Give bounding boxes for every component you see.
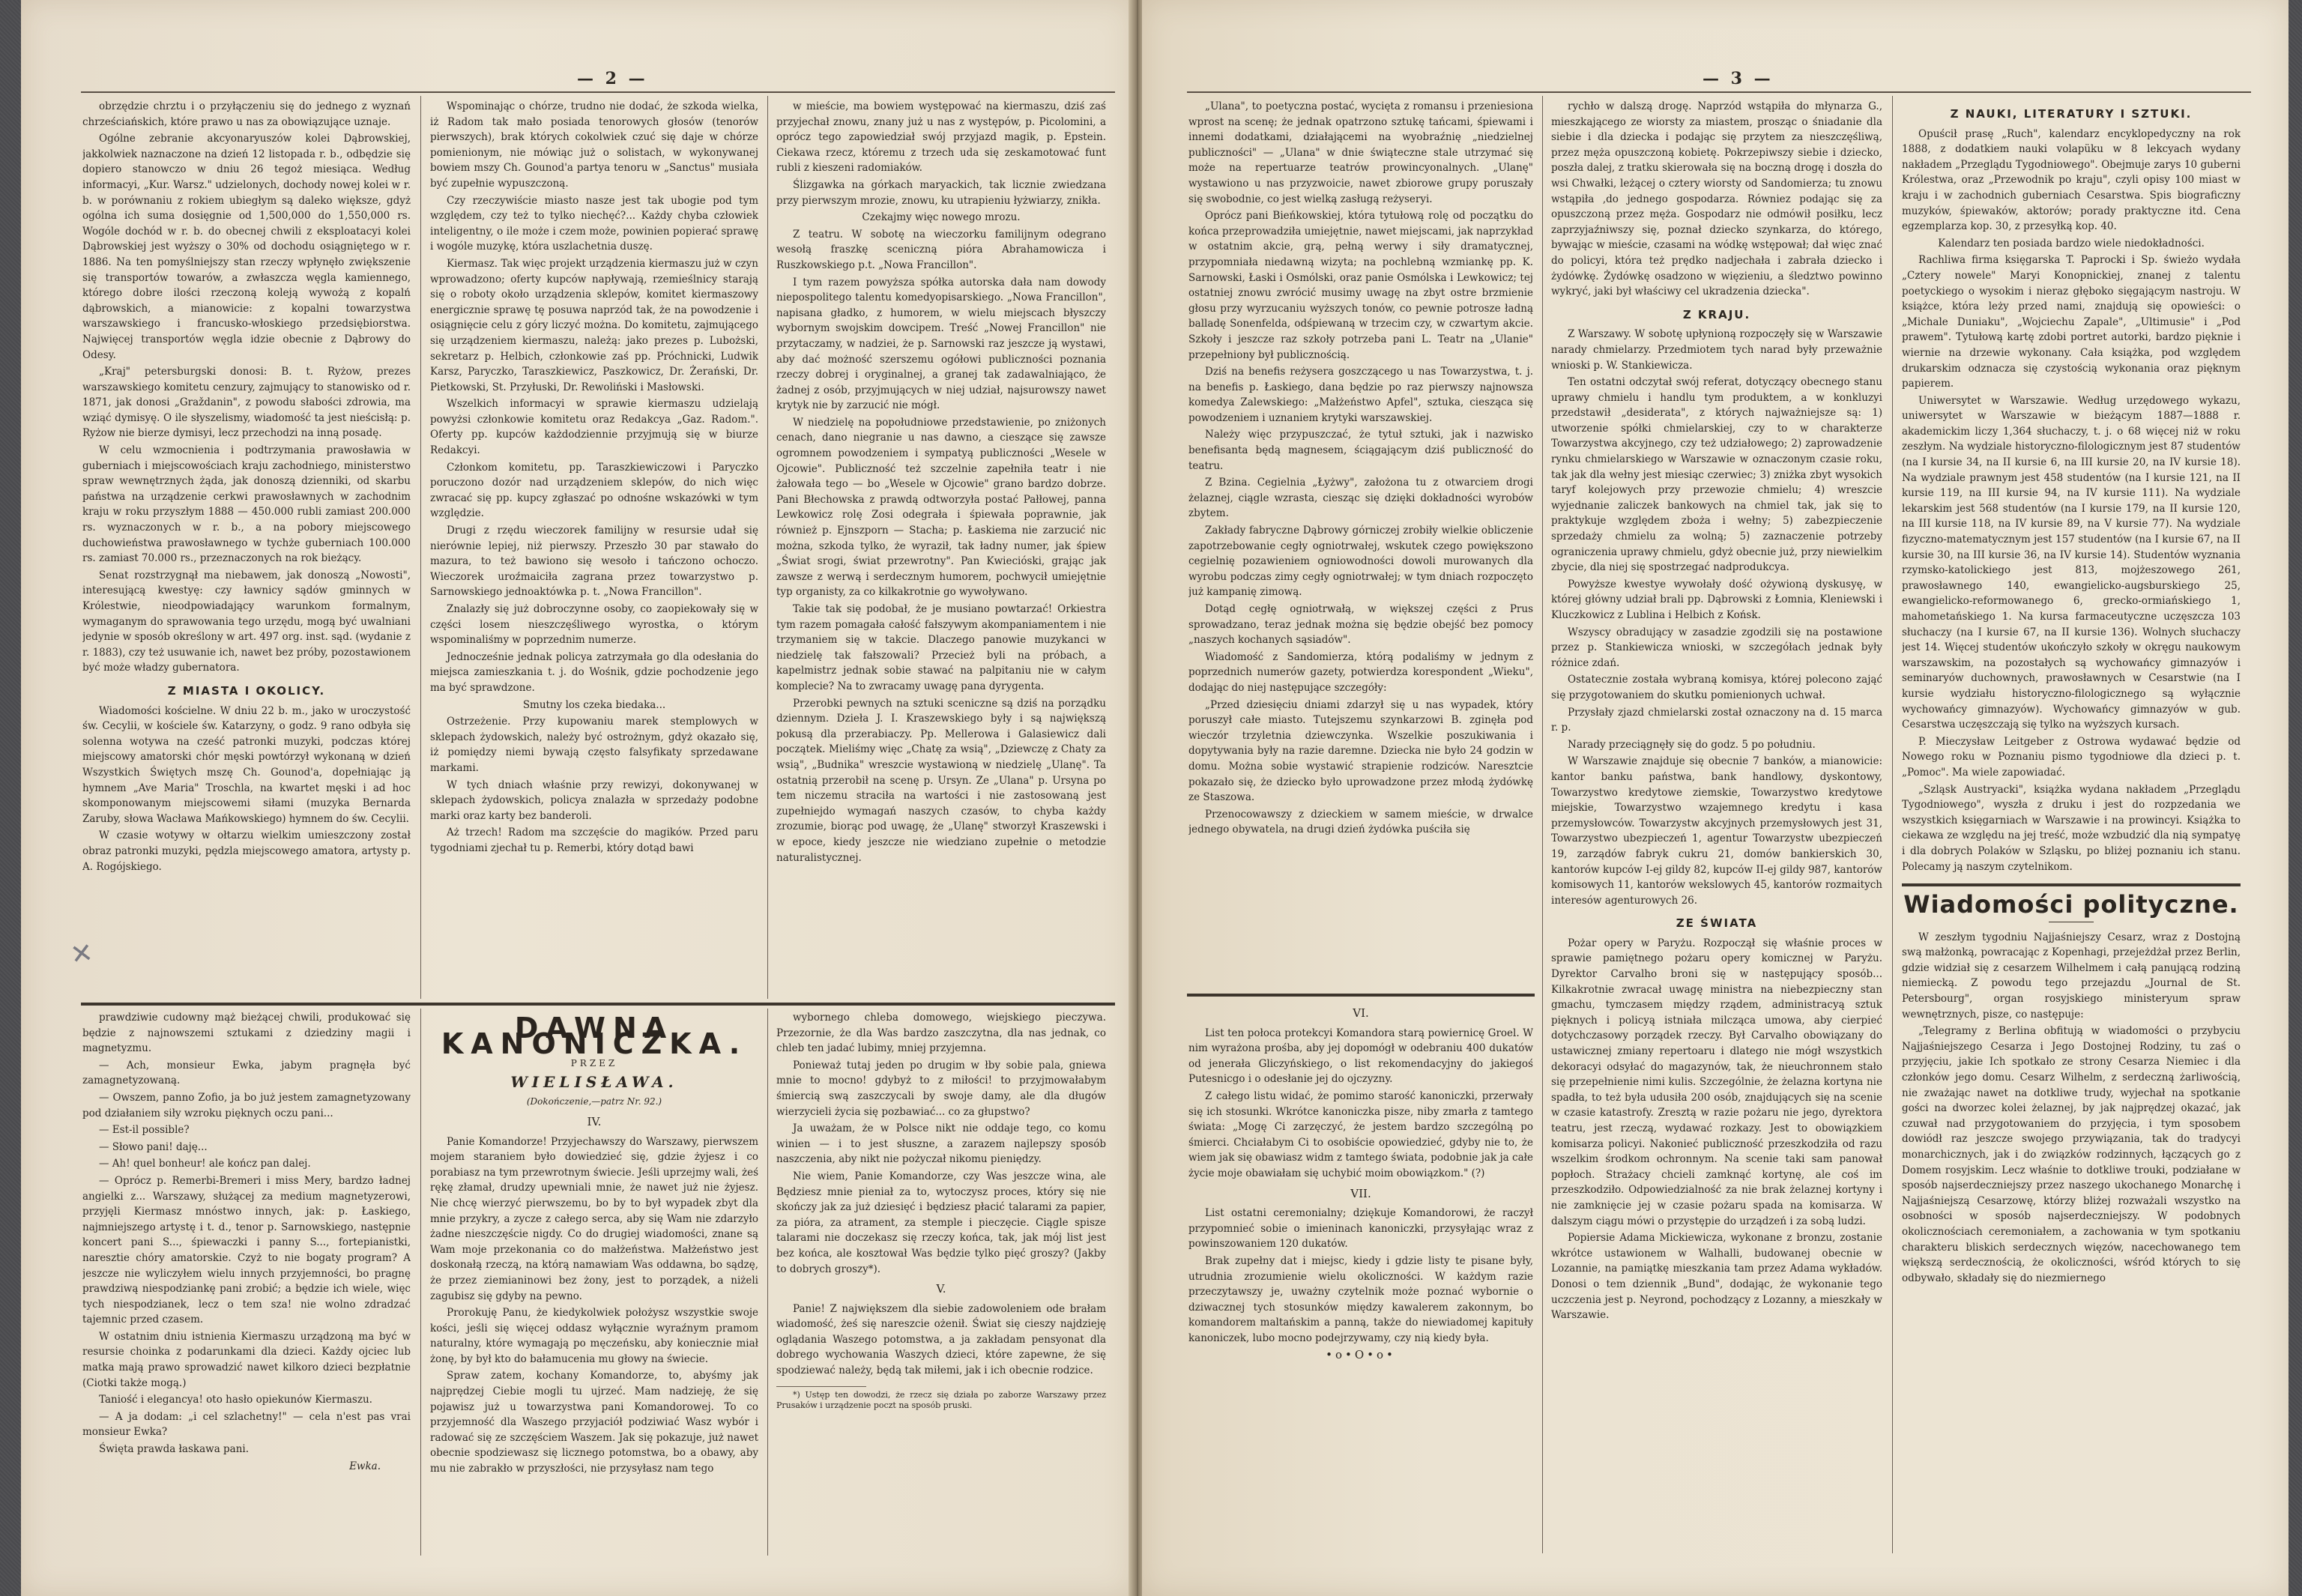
- feuilleton-paragraph: Z całego listu widać, że pomimo starość kanoniczki, przerwały się ich stosunki. Wkrótce kanoniczka pisze, niby zmarła z tamtego świata: „Mogę Ci zarzęczyć, że jestem bardzo szczególną po śmierci. Chciałabym Ci to osobiście opowiedzieć, gdyby nie to, że wiem jak się obawiasz widm z tamtego świata, podobnie jak ja całe życie moje obawiałam się uchybić moim obowiązkom." (?): [1188, 1089, 1533, 1179]
- article-paragraph: rychło w dalszą drogę. Naprzód wstąpiła do młynarza G., mieszkającego ze wiorsty za miastem, prosząc o śniadanie dla siebie i dla dziecka i podając się przytem za nieszczęśliwą, przez męża opuszczoną kobietę. Pokrzepiwszy siebie i dziecko, poszła dalej, z tratku skierowała się na boczną drogę i doszła do wsi Chwałki, leżącej o cztery wiorsty od Sandomierza; tu znowu wstąpiła ,do jednego gospodarza. Równiez podając się za opuszczoną przez męża. Gospodarz nie odmówił posiłku, lecz zaprzyjaźniwszy się, poznał dziecko szynkarza, do którego, bywając w mieście, czasami na wódkę wstępował; dał więc znać do policyi, która też prędko nadjechała i zabrała dziecko i żydówkę. Żydówkę osadzono w więzieniu, a śledztwo powinno wykryć, jaki był właściwy cel ukradzenia dziecka".: [1551, 100, 1882, 298]
- feuilleton-paragraph: Nie wiem, Panie Komandorze, czy Was jeszcze wina, ale Będziesz mnie pieniał za to, wytoczysz proces, który się nie skończy jak za już dziesięć i będziesz płacić talarami za papier, za pióra, za atrament, za stemple i pieczęcie. Ciągle spisze talarami nie doczekasz się rzeczy końca, tak, jak mój list jest bez końca, ale kosztował Was będzie tylko pięć groszy? (Jakby to dobrych groszy*).: [776, 1170, 1106, 1275]
- article-paragraph: Wszyscy obradujący w zasadzie zgodzili się na postawione przez p. Stankiewicza wnioski, w szczegółach jednak były różnice zdań.: [1551, 626, 1882, 669]
- article-paragraph: Przenocowawszy z dzieckiem w samem mieście, w drwalce jednego obywatela, na drugi dzień żydówka puściła się: [1188, 808, 1533, 836]
- article-paragraph: Dziś na benefis reżysera goszczącego u nas Towarzystwa, t. j. na benefis p. Łaskiego, dana będzie po raz pierwszy najnowsza komedya Zalewskiego: „Małżeństwo Apfel", sztuka, ciesząca się powodzeniem i uznaniem krytyki warszawskiej.: [1188, 366, 1533, 424]
- feuilleton-paragraph: prawdziwie cudowny mąż bieżącej chwili, produkować się będzie z najnowszemi sztukami z dziedziny magii i magnetyzmu.: [82, 1012, 411, 1055]
- section-heading: Z NAUKI, LITERATURY I SZTUKI.: [1950, 107, 2193, 121]
- article-paragraph: Z teatru. W sobotę na wieczorku familijnym odegrano wesołą fraszkę sceniczną pióra Abrahamowicza i Ruszkowskiego p.t. „Nowa Francillon".: [776, 228, 1106, 271]
- page-number-right: — 3 —: [1703, 69, 1774, 88]
- news-column-3: [776, 99, 1106, 995]
- chapter-number: V.: [936, 1282, 946, 1296]
- article-paragraph: Przerobki pewnych na sztuki sceniczne są dziś na porządku dziennym. Dzieła J. I. Kraszewskiego były i są największą pokusą dla przerabiaczy. Pp. Mellerowa i Galasiewicz dali początek. Mieliśmy więc „Chatę za wsią", „Dziewczę z Chaty za wsią", „Budnika" wreszcie wystawioną w niedzielę „Ulanę". Ta ostatnią przerobił na scenę p. Ursyn. Ze „Ulana" p. Ursyna po tem niczemu straciła na wartości i nie zastosowaną jest zupełniejdo wymagań naszych czasów, to chyba każdy zrozumie, biorąc pod uwagę, że „Ulanę" stworzył Kraszewski i w epoce, kiedy jeszcze nie wiedziano zupełnie o metodzie naturalistycznej.: [776, 697, 1106, 864]
- section-heading: Z KRAJU.: [1682, 307, 1751, 321]
- byline-label: PRZEZ: [570, 1058, 618, 1069]
- feuilleton-paragraph: List ten połoca protekcyi Komandora starą powiernicę Groel. W nim wyrażona prośba, aby jej dopomógł w odebraniu 400 dukatów od jenerała Gliczyńskiego, o list rekomendacyjny do jakiegoś Putesnicgo i o odesłanie jej do ojczyzny.: [1188, 1027, 1533, 1086]
- article-paragraph: Zakłady fabryczne Dąbrowy górniczej zrobiły wielkie obliczenie zapotrzebowanie cegły ogniotrwałej, wskutek czego powiększono cegielnię pozawieniem ogniowodności dowoli murowanych dla wyrobu podczas zimy cegły ogniotrwałej; w tym dniach rozpoczęto już kampanię zimową.: [1188, 525, 1533, 599]
- continuation-note: (Dokończenie,—patrz Nr. 92.): [526, 1096, 662, 1107]
- article-paragraph: Ślizgawka na górkach maryackich, tak licznie zwiedzana przy pierwszym mrozie, znowu, ku utrapieniu łyżwiarzy, znikła.: [776, 178, 1106, 207]
- article-paragraph: Czekajmy więc nowego mrozu.: [862, 211, 1021, 224]
- article-paragraph: Kiermasz. Tak więc projekt urządzenia kiermaszu już w czyn wprowadzono; oferty kupców napływają, rzemieślnicy starają się o roboty około urządzenia sklepów, komitet kiermaszowy energicznie sprawę tę posuwa naprzód tak, że na powodzenie i osiągnięcie celu z góry liczyć można. Do komitetu, zajmującego się urządzeniem kiermaszu, należą: jako prezes p. Lubożski, sekretarz p. Helbich, członkowie zaś pp. Próchnicki, Ludwik Karsz, Paryczko, Taraszkiewicz, Paszkowicz, Dr. Żerański, Dr. Pietkowski, St. Przyłuski, Dr. Rewoliński i Masłowski.: [430, 257, 758, 393]
- section-heading: Z MIASTA I OKOLICY.: [167, 683, 326, 698]
- article-paragraph: Ostatecznie została wybraną komisya, której polecono zająć się przygotowaniem do skutku pomienionych uchwał.: [1551, 674, 1882, 701]
- header-rule-right: [1187, 91, 2251, 93]
- article-paragraph: I tym razem powyższa spółka autorska dała nam dowody niepospolitego talentu komedyopisarskiego. „Nowa Francillon", napisana gładko, z humorem, w wielu miejscach błyszczy wybornym swojskim dowcipem. Treść „Nowej Francillon" nie przytaczamy, w nadziei, że p. Sarnowski raz jeszcze ją wystawi, aby dać możność szerszemu ogółowi publiczności poznania rzeczy dobrej i oryginalnej, a granej tak zadawalniająco, że żadnej z osób, przyjmujących w niej udział, najsurowszy nawet krytyk nie by zarzucić nie mógł.: [776, 276, 1106, 412]
- chapter-number: VII.: [1350, 1186, 1371, 1200]
- article-paragraph: Czy rzeczywiście miasto nasze jest tak ubogie pod tym względem, czy też to tylko niechęć?... Każdy chyba człowiek inteligentny, o ile może i czem może, powinien popierać sprawę i wogóle muzykę, która uszlachetnia duszę.: [430, 194, 758, 253]
- article-paragraph: obrzędzie chrztu i o przyłączeniu się do jednego z wyznań chrześciańskich, które prawo u nas za obowiązujące uznaje.: [82, 100, 411, 128]
- feuilleton-column-1: [82, 1010, 411, 1557]
- feuilleton-paragraph: List ostatni ceremonialny; dziękuje Komandorowi, że raczył przypomnieć sobie o imieninach kanoniczki, przysyłając wraz z powinszowaniem 120 dukatów.: [1188, 1207, 1533, 1251]
- feuilleton-rule: [81, 1003, 1115, 1006]
- column-divider: [767, 1009, 768, 1556]
- article-paragraph: Z Warszawy. W sobotę upłynioną rozpoczęły się w Warszawie narady chmielarzy. Przedmiotem tych narad były przeważnie wnioski p. W. Stankiewicza.: [1551, 328, 1882, 372]
- feuilleton-paragraph: Święta prawda łaskawa pani.: [99, 1443, 250, 1456]
- feuilleton-paragraph: Ponieważ tutaj jeden po drugim w łby sobie pala, gniewa mnie to mocno! gdybyż to z miłości! to przyjmowałabym śmiercią swą zaszczycali by swoje damy, ale dla długów wierzycieli życia się pozbawiać... co za głupstwo?: [776, 1059, 1106, 1118]
- article-paragraph: „Szląsk Austryacki", książka wydana nakładem „Przeglądu Tygodniowego", wyszła z druku i jest do rozpzedania we wszystkich księgarniach w Warszawie i na prowincyi. Książka to ciekawa ze względu na jej treść, może wzbudzić dla nią sympatyę i dla dobrych Polaków w Szląsku, po bliżej poznaniu ich stanu. Polecamy ją naszym czytelnikom.: [1902, 783, 2241, 873]
- feuilleton-paragraph: — Owszem, panno Zofio, ja bo już jestem zamagnetyzowany pod działaniem siły wzroku pięknych oczu pani...: [82, 1091, 411, 1119]
- feuilleton-rule: [1187, 994, 1535, 997]
- article-paragraph: Aż trzech! Radom ma szczęście do magików. Przed paru tygodniami zjechał tu p. Remerbi, który dotąd bawi: [430, 826, 758, 854]
- feuilleton-paragraph: Taniość i elegancya! oto hasło opiekunów Kiermaszu.: [99, 1394, 372, 1406]
- column-divider: [767, 96, 768, 999]
- politics-title: Wiadomości polityczne.: [1903, 890, 2239, 919]
- article-paragraph: Opuścił prasę „Ruch", kalendarz encyklopedyczny na rok 1888, z dodatkiem nauki volapüku w 8 lekcyach wydany nakładem „Przeglądu Tygodniowego". Obejmuje zarys 10 guberni Królestwa, oraz „Przewodnik po kraju", czyli opisy 100 miast w kraju i w zachodnich guberniach Cesarstwa. Spis biograficzny muzyków, śpiewaków, aktorów; porady praktyczne itd. Cena egzemplarza kop. 30, z przesyłką kop. 40.: [1902, 127, 2241, 233]
- article-paragraph: Senat rozstrzygnął ma niebawem, jak donoszą „Nowosti", interesującą kwestyę: czy ławnicy sądów gminnych w Królestwie, nieodpowiadający warunkom formalnym, wymaganym do sprawowania tego urzędu, mogą być uwalniani jedynie w sposób określony w art. 497 org. inst. sąd. (wydanie z r. 1883), czy też usuwanie ich, nawet bez próby, pozostawionem być może władzy gubernatora.: [82, 569, 411, 674]
- column-divider: [1542, 96, 1543, 1553]
- feuilleton-paragraph: Prorokuję Panu, że kiedykolwiek położysz wszystkie swoje kości, jeśli się więcej oddasz wyłącznie wyraźnym pramom naturalny, które wymagają po męczeńsku, aby koniecznie miał żonę, by był kto do bałamucenia mu głowy na świecie.: [430, 1307, 758, 1365]
- signature: Ewka.: [349, 1460, 381, 1472]
- article-paragraph: Dotąd cegłę ogniotrwałą, w większej części z Prus sprowadzano, teraz jednak można się będzie obejść bez pomocy „naszych kochanych sąsiadów".: [1188, 603, 1533, 647]
- article-paragraph: Powyższe kwestye wywołały dość ożywioną dyskusyę, w której główny udział brali pp. Dąbrowski z Łomnia, Kleniewski i Kluczkowicz z Lublina i Helbich z Końsk.: [1551, 578, 1882, 621]
- feuilleton-paragraph: Panie! Z największem dla siebie zadowoleniem ode brałam wiadomość, żeś się nareszcie ożenił. Świat się cieszy najdzieję oglądania Waszego potomstwa, a ja zakładam pensyonat dla dobrego wychowania Waszych dzieci, które zapewne, że się spodziewać należy, będą tak miłemi, jak i ich obecnie rodzice.: [776, 1302, 1106, 1377]
- end-ornament: •o•O•o•: [1326, 1348, 1396, 1362]
- footnote-rule: [776, 1386, 866, 1387]
- article-paragraph: Smutny los czeka biedaka...: [522, 698, 666, 711]
- feuilleton-column-3: [776, 1010, 1106, 1557]
- article-paragraph: Znalazły się już dobroczynne osoby, co zaopiekowały się w części losem nieszczęśliwego wyrostka, o którym wspominaliśmy w poprzednim numerze.: [430, 603, 758, 647]
- page-number-left: — 2 —: [577, 69, 648, 88]
- article-paragraph: Narady przeciągnęły się do godz. 5 po południu.: [1568, 738, 1816, 751]
- section-heading: ZE ŚWIATA: [1676, 916, 1758, 931]
- feuilleton-paragraph: — Ah! quel bonheur! ale kończ pan dalej.: [99, 1158, 311, 1170]
- header-rule-left: [81, 91, 1115, 93]
- feuilleton-column-4: [1188, 1001, 1533, 1556]
- feuilleton-paragraph: — A ja dodam: „i cel szlachetny!" — cela n'est pas vrai monsieur Ewka?: [82, 1410, 411, 1439]
- article-paragraph: Popiersie Adama Mickiewicza, wykonane z bronzu, zostanie wkrótce ustawionem w Walhalli, budowanej obecnie w Lozannie, na pamiątkę mieszkania tam przez Adama wykładów. Donosi o tem dziennik „Bund", dodając, że wykonanie tego uczczenia jest p. Neyrond, pochodzący z Lozanny, a mieszkały w Warszawie.: [1551, 1232, 1882, 1322]
- author-name: WIELISŁAWA.: [510, 1072, 678, 1091]
- article-paragraph: Jednocześnie jednak policya zatrzymała go dla odesłania do miejsca zamieszkania t. j. do Wośnik, gdzie pochodzenie jego ma być sprawdzone.: [430, 650, 758, 694]
- article-paragraph: Kalendarz ten posiada bardzo wiele niedokładności.: [1938, 237, 2205, 250]
- feuilleton-paragraph: Panie Komandorze! Przyjechawszy do Warszawy, pierwszem mojem staraniem było dowiedzieć się, gdzie żyjesz i co porabiasz na tym przewrotnym świecie. Jeśli uprzejmy wali, żeś rękę złamał, drudzy upewniali mnie, że nawet już nie żyjesz. Nie chcę wierzyć pierwszemu, bo by to był wypadek zbyt dla mnie przykry, a zycze z całego serca, aby się Wam nie zdarzyło żadne nieszczęście nigdy. Co do drugiej wiadomości, znane są Wam moje przekonania co do małżeństwa. Małżeństwo jest doskonałą rzeczą, na którą namawiam Was oddawna, bo sądzę, że przez ziemianinowi bez żony, jest to porządek, a niżeli zagubisz się gdyby na pewno.: [430, 1135, 758, 1302]
- article-paragraph: „Telegramy z Berlina obfitują w wiadomości o przybyciu Najjaśniejszego Cesarza i Jego Dostojnej Rodziny, tu zaś o przyjęciu, jakie Ich spotkało ze strony Cesarza Niemiec i dla członków jego domu. Cesarz Wilhelm, z serdeczną żarliwością, nie zważając nawet na dotkliwe trudy, wyjechał na spotkanie gości na dworzec kolei żelaznej, by jak najprędzej okazać, jak czuwał nad przygotowaniem do przyjęcia, i tym sposobem dowiódł raz jeszcze swojego przywiązania, tak do tradycyi monarchicznych, jak i do związków rodzinnych, łączących go z Domem rosyjskim. Lecz właśnie to dotkliwe trouki, podziałane w sposób najserdeczniejszy przez naszego ukochanego Monarchę i Najjaśniejszą Cesarzowę, którzy bliżej rozważali wszystko na osobności w sposób najserdeczniejszy. W podobnych okolicznościach ceremoniałem, a zachowania w tym spotkaniu charakteru bliskich serdecznych więzów, nacechowanego tem większą serdecznością, że okoliczności, wśród których to się odbywało, składały się do niezmiernego: [1902, 1025, 2241, 1284]
- chapter-number: IV.: [587, 1114, 602, 1128]
- article-paragraph: Z Bzina. Cegielnia „Łyżwy", założona tu z otwarciem drogi żelaznej, ciągle wzrasta, ciesząc się dzięki dokładności wyrobów zbytem.: [1188, 477, 1533, 520]
- article-paragraph: Należy więc przypuszczać, że tytuł sztuki, jak i nazwisko benefisanta będą magnesem, ściągającym dziś publiczność do teatru.: [1188, 429, 1533, 472]
- feuilleton-paragraph: wybornego chleba domowego, wiejskiego pieczywa. Przezornie, że dla Was bardzo zaszczytna, dla nas jednak, co chleb ten jadać lubimy, mniej przyjemna.: [776, 1012, 1106, 1055]
- article-paragraph: Wspominając o chórze, trudno nie dodać, że szkoda wielka, iż Radom tak mało posiada tenorowych głosów (tenorów pierwszych), brak których cokolwiek czuć się daje w chórze pomienionym, nie mówiąc już o solistach, w wykonywanej bowiem mszy Ch. Gounod'a partya tenoru w „Sanctus" musiała być zupełnie wypuszczoną.: [430, 100, 758, 190]
- article-paragraph: Ostrzeżenie. Przy kupowaniu marek stemplowych w sklepach żydowskich, należy być ostrożnym, gdyż okazało się, iż pomiędzy niemi bywają często falsyfikaty sprzedawane markami.: [430, 716, 758, 774]
- news-column-6: [1902, 99, 2241, 1556]
- article-paragraph: Przysłały zjazd chmielarski został oznaczony na d. 15 marca r. p.: [1551, 706, 1882, 734]
- article-paragraph: P. Mieczysław Leitgeber z Ostrowa wydawać będzie od Nowego roku w Poznaniu pismo tygodniowe dla dzieci p. t. „Pomoc". Ma wiele zapowiadać.: [1902, 735, 2241, 779]
- article-paragraph: „Ulana", to poetyczna postać, wycięta z romansu i przeniesiona wprost na scenę; że jednak opatrzono sztukę tańcami, śpiewami i innemi dodatkami, działającemi na wyobraźnię „niedzielnej publiczności" — „Ulana" w dnie świąteczne stale utrzymać się może na repertuarze teatrów prowincyonalnych. „Ulanę" wystawiono u nas przyzwoicie, nawet zbiorowe grupy poruszały się swobodnie, co jest wielką zasługą reżyseryi.: [1188, 100, 1533, 205]
- news-column-1: [82, 99, 411, 995]
- article-paragraph: Takie tak się podobał, że je musiano powtarzać! Orkiestra tym razem pomagała całość fałszywym akompaniamentem i nie trzymaniem się w takcie. Dlaczego panowie muzykanci w niedzielę tak fałszowali? Przecież byli na próbach, a kapelmistrz jednak sobie stawać na palpitaniu nie w całym komplecie? Na to zwracamy uwagę pana dyrygenta.: [776, 603, 1106, 692]
- article-paragraph: W czasie wotywy w ołtarzu wielkim umieszczony został obraz patronki muzyki, pędzla miejscowego amatora, artysty p. A. Rogójskiego.: [82, 829, 411, 873]
- left-page: [21, 0, 1133, 1596]
- feuilleton-title: DAWNA KANONICZKA.: [441, 1012, 748, 1060]
- article-paragraph: W tych dniach właśnie przy rewizyi, dokonywanej w sklepach żydowskich, policya znalazła w sprzedaży podobne marki oraz karty bez banderoli.: [430, 779, 758, 822]
- feuilleton-paragraph: Spraw zatem, kochany Komandorze, to, abyśmy jak najprędzej Ciebie mogli tu ujrzeć. Mam nadzieję, że się pojawisz już u towarzystwa pani Komandorowej. To co przyjemność dla Waszego przyjaciół podziwiać Wasz wybór i radować się ze szczęściem Waszem. Jak się pokazuje, już nawet obecnie spodziewasz się licznego potomstwa, bo a obawy, aby mu nie zabrakło w przyszłości, nie przysyłasz nam tego: [430, 1370, 758, 1475]
- feuilleton-paragraph: — Słowo pani! daję...: [99, 1140, 208, 1153]
- column-divider: [1892, 96, 1893, 1553]
- article-paragraph: W Warszawie znajduje się obecnie 7 banków, a mianowicie: kantor banku państwa, bank handlowy, dyskontowy, Towarzystwo kredytowe ziemskie, Towarzystwo kredytowe miejskie, Towarzystwo wzajemnego kredytu i kasa przemysłowców. Towarzystw akcyjnych przemysłowych jest 31, Towarzystwo ubezpieczeń 1, agentur Towarzystw ubezpieczeń 19, zarządów fabryk cukru 21, domów bankierskich 30, kantorów kupców I-ej gildy 82, kupców II-ej gildy 987, kantorów komisowych 11, kantorów wekslowych 45, kantorów rozmaitych interesów agenturowych 26.: [1551, 755, 1882, 907]
- column-divider: [420, 96, 421, 999]
- feuilleton-paragraph: Ja uważam, że w Polsce nikt nie oddaje tego, co komu winien — i to jest słuszne, a zarazem najlepszy sposób naszczenia, aby nikt nie pożyczał nikomu pieniędzy.: [776, 1122, 1106, 1166]
- feuilleton-paragraph: — Ach, monsieur Ewka, jabym pragnęła być zamagnetyzowaną.: [82, 1059, 411, 1087]
- column-divider: [420, 1009, 421, 1556]
- article-paragraph: W zeszłym tygodniu Najjaśniejszy Cesarz, wraz z Dostojną swą małżonką, powracając z Kopenhagi, przejeżdżał przez Berlin, gdzie widział się z cesarzem Wilhelmem i całą panującą rodziną niemiecką. Z powodu tego przejazdu „Journal de St. Petersbourg", organ rosyjskiego ministeryum spraw wewnętrznych, pisze, co następuje:: [1902, 931, 2241, 1021]
- article-paragraph: Uniwersytet w Warszawie. Według urzędowego wykazu, uniwersytet w Warszawie w bieżącym 1887—1888 r. akademickim liczy 1,364 słuchaczy, t. j. o 68 więcej niż w roku zeszłym. Na wydziale historyczno-filologicznym jest 87 studentów (na I kursie 34, na II kursie 6, na III kursie 20, na IV kursie 18). Na wydziale prawnym jest 458 studentów (na I kursie 121, na II kursie 119, na III kursie 94, na IV kursie 111). Na wydziale lekarskim jest 568 studentów (na I kursie 179, na II kursie 120, na III kursie 118, na IV kursie 89, na V kursie 77). Na wydziale fizyczno-matematycznym jest 157 studentów (na I kursie 67, na II kursie 30, na III kursie 36, na IV kursie 14). Studentów wyznania rzymsko-katolickiego jest 813, mojżeszowego 261, prawosławnego 140, ewangielicko-augsburskiego 25, ewangielicko-reformowanego 6, grecko-ormiańskiego 1, mahometańskiego 1. Na kursa farmaceutyczne uczęszcza 103 słuchaczy (na I kursie 67, na II kursie 136). Wolnych słuchaczy jest 14. Więcej studentów ukończyło szkoły w okręgu naukowym warszawskim, na pozostałych są wychowańcy gimnazyów i seminaryów duchownych, prawosławnych w Cesarstwie (na I kursie wydziału historyczno-filologicznego są wyłącznie wychowańcy gimnazyów). Wychowańcy gimnazyów w gub. Cesarstwa uczęszczają się tylko na wyższych kursach.: [1902, 394, 2241, 731]
- article-paragraph: Pożar opery w Paryżu. Rozpoczął się właśnie proces w sprawie pamiętnego pożaru opery komicznej w Paryżu. Dyrektor Carvalho broni się w następujący sposób... Kilkakrotnie zwracał uwagę ministra na niebezpieczny stan gmachu, tymczasem między rządem, administracyą sztuk pięknych i policyą istniała milcząca umowa, aby cierpieć dotychczasowy porządek rzeczy. Był Carvalho obowiązany do ustawicznej zmiany repertoaru i dlatego nie mógł wszystkich dekoracyi odsyłać do magazynów, tak, że nieuchronnem stało się przepełnienie nimi kulis. Szczególnie, że żelazna kortyna nie spadła, to też była udusiła 200 osób, znajdujących się na scenie w czasie katastrofy. Zresztą w razie pożaru nie jego, dyrektora teatru, jest rzeczą, wydawać rozkazy. Jest to obowiązkiem komisarza policyi. Nakonieć publiczność przeszkodziła od razu wszelkim środkom ochronnym. Na scenie taki sam panował popłoch. Strażacy chcieli zamknąć kortynę, ale coś im przeszkodziło. Odpowiedzialność za nie brak żelaznej kortyny i nie zamknięcie jej w czasie pożaru spada na komisarza. W dalszym ciągu mówi o przystępie do urządzeń i za sobą ludzi.: [1551, 937, 1882, 1227]
- footnote: *) Ustęp ten dowodzi, że rzecz się działa po zaborze Warszawy przez Prusaków i urządzenie poczt na sposób pruski.: [776, 1389, 1106, 1410]
- section-rule: [1902, 883, 2241, 886]
- article-paragraph: „Przed dziesięciu dniami zdarzył się u nas wypadek, który poruszył całe miasto. Tutejszemu szynkarzowi B. zginęła pod wieczór trzyletnia dziewczynka. Wszelkie poszukiwania i dopytywania były na razie daremne. Dziecka nie było 24 godzin w domu. Można sobie wystawić strapienie rodziców. Naresztcie pokazało się, że dziecko było uprowadzone przez młodą żydówkę ze Staszowa.: [1188, 698, 1533, 804]
- feuilleton-paragraph: — Oprócz p. Remerbi-Bremeri i miss Mery, bardzo ładnej angielki z... Warszawy, służącej za medium magnetyzerowi, przyjęli Kiermasz mnóstwo innych, jak: p. Łaskiego, najmniejszego artystę i t. d., tenor p. Sarnowskiego, następnie koncert pani S..., śpiewaczki i panny S..., fortepianistki, naresztie chóry amatorskie. Czyż to nie bogaty program? A jeszcze nie wyliczyłem wielu innych przyjemności, bo pragnę prawdziwą niespodziankę pani zrobić; a będzie ich wiele, więc tych niespodzianek, lecz o tem sza! nie wolno zdradzać tajemnic przed czasem.: [82, 1174, 411, 1326]
- article-paragraph: Wszelkich informacyi w sprawie kiermaszu udzielają powyżsi członkowie komitetu oraz Redakcya „Gaz. Radom.". Oferty pp. kupców każdodziennie przyjmują się w biurze Redakcyi.: [430, 398, 758, 457]
- feuilleton-paragraph: Brak zupełny dat i miejsc, kiedy i gdzie listy te pisane były, utrudnia zrozumienie wielu okoliczności. W każdym razie przeczytawszy je, uważny czytelnik może poznać wybornie o dziwacznej tych stosunków między kawalerem zakonnym, bo komandorem maltańskim a panną, także do niewiadomej kapituły kanoniczek, lubo mocno podejrzywamy, czy nią kiedy była.: [1188, 1254, 1533, 1344]
- article-paragraph: w mieście, ma bowiem występować na kiermaszu, dziś zaś przyjechał znowu, znany już u nas z występów, p. Picolomini, a oprócz tego zapowiedział swój przyjazd magik, p. Epstein. Ciekawa rzecz, któremu z trzech uda się zeskamotować funt rubli z kieszeni radomiaków.: [776, 100, 1106, 175]
- article-paragraph: Ogólne zebranie akcyonaryuszów kolei Dąbrowskiej, jakkolwiek naznaczone na dzień 12 listopada r. b., odbędzie się dopiero stanowczo w dniu 26 tegoż miesiąca. Według informacyi, „Kur. Warsz." udzielonych, dochody nowej kolei w r. b. w porównaniu z rokiem ubiegłym są daleko większe, gdyż ogólna ich suma dosięgnie od 1,500,000 do 1,550,000 rs. Wogóle dochód w r. b. do obecnej chwili z eksploatacyi kolei Dąbrowskiej jest wyższy o 30% od dochodu osiągniętego w r. 1886. Na ten pomyślniejszy stan rzeczy wpłynęło zwiększenie się transportów towarów, a zwłaszcza węgla kamiennego, którego dobre ilości rzeczoną koleją wywożą z kopalń dąbrowskich, a mianowicie: z kopalni towarzystwa warszawskiego i francusko-włoskiego przedsiębiorstwa. Najwięcej transportów węgla idzie obecnie z Dąbrowy do Odesy.: [82, 133, 411, 361]
- article-paragraph: W celu wzmocnienia i podtrzymania prawosławia w guberniach i miejscowościach kraju zachodniego, ministerstwo spraw wewnętrznych żąda, jak donoszą dzienniki, od skarbu państwa na urządzenie cerkwi prawosławnych w zachodnim kraju w roku przyszłym 1888 — 450.000 rubli zamiast 200.000 rs. wyznaczonych w r. b., a na pobory miejscowego duchowieństwa prawosławnego w tychże guberniach 100.000 rs. zamiast 70.000 rs., przeznaczonych na rok bieżący.: [82, 444, 411, 565]
- article-paragraph: Członkom komitetu, pp. Taraszkiewiczowi i Paryczko poruczono dozór nad urządzeniem sklepów, do nich więc zwracać się pp. kupcy zgłaszać po odnośne wskazówki w tym względzie.: [430, 461, 758, 520]
- right-page: [1142, 0, 2289, 1596]
- feuilleton-paragraph: — Est-il possible?: [99, 1124, 190, 1137]
- news-column-2: [430, 99, 758, 995]
- chapter-number: VI.: [1353, 1006, 1369, 1020]
- article-paragraph: Drugi z rzędu wieczorek familijny w resursie udał się nierównie lepiej, niż pierwszy. Przeszło 30 par stawało do mazura, to też bawiono się wesoło i tańczono ochoczo. Wieczorek uroźmaiciła zagrana przez towarzystwo p. Sarnowskiego jednoaktówka p. t. „Nowa Francillon".: [430, 525, 758, 599]
- news-column-4: [1188, 99, 1533, 991]
- feuilleton-column-2: [430, 1010, 758, 1557]
- pencil-cross-mark: ✕: [68, 937, 95, 971]
- article-paragraph: Rachliwa firma księgarska T. Paprocki i Sp. świeżo wydała „Cztery nowele" Maryi Konopnickiej, znanej z talentu poetyckiego o wysokim i nieraz głęboko sięgającym nastroju. W książce, która leży przed nami, znajdują się opowieści: o „Michale Duniaku", „Wojciechu Zapale", „Ultimusie" i „Pod prawem". Tytułową kartę zdobi portret autorki, bardzo pięknie i wiernie na drzewie wykonany. Cała książka, pod względem drukarskim odznacza się czystością wykonania oraz pięknym papierem.: [1902, 254, 2241, 390]
- article-paragraph: Wiadomości kościelne. W dniu 22 b. m., jako w uroczystość św. Cecylii, w kościele św. Katarzyny, o godz. 9 rano odbyła się solenna wotywa na cześć patronki muzyki, podczas której miejscowy amatorski chór męski powtórzył wykonaną w dzień Wszystkich Świętych mszę Ch. Gounod'a, dopełniając ją hymnem „Ave Maria" Troschla, na kwartet męski i ad hoc skomponowanym miejscowemi siłami (muzyka Bernarda Zaruby, słowa Wacława Mańkowskiego) hymnem do św. Cecylii.: [82, 704, 411, 825]
- feuilleton-paragraph: W ostatnim dniu istnienia Kiermaszu urządzoną ma być w resursie choinka z podarunkami dla dzieci. Każdy ojciec lub matka mają prawo sprowadzić nawet kilkoro dzieci bezpłatnie (Ciotki także mogą.): [82, 1330, 411, 1389]
- article-paragraph: Ten ostatni odczytał swój referat, dotyczący obecnego stanu uprawy chmielu i handlu tym produktem, a w konkluzyi przedstawił „desiderata", z których najważniejsze są: 1) utworzenie spółki chmielarskiej, czy to w charakterze Towarzystwa akcyjnego, czy też udziałowego; 2) zaprowadzenie rynku chmielarskiego w Warszawie w oznaczonym czasie roku, tak jak dla wełny jest miesiąc czerwiec; 3) zniżka zbyt wysokich taryf kolejowych przy przewozie chmielu; 4) wreszcie wyjednanie zaliczek bankowych na chmiel tak, jak się to praktykuje względem zboża i wełny; 5) zabezpieczenie sprzedaży chmielu za wolną; 5) zaznaczenie potrzeby ograniczenia uprawy chmielu, gdyż obecnie już, przy niewielkim zbycie, dla niej się spostrzegać nadprodukcya.: [1551, 376, 1882, 574]
- article-paragraph: Wiadomość z Sandomierza, którą podaliśmy w jednym z poprzednich numerów gazety, potwierdza korespondent „Wieku", dodając do niej następujące szczegóły:: [1188, 650, 1533, 694]
- article-paragraph: W niedzielę na popołudniowe przedstawienie, po zniżonych cenach, dano niegranie u nas dawno, a cieszące się zawsze ogromnem powodzeniem i sympatyą publiczności „Wesele w Ojcowie". Publiczność też szczelnie zapełniła teatr i nie żałowała tego — bo „Wesele w Ojcowie" grano bardzo dobrze. Pani Błechowska z prawdą odtworzyła postać Pałłowej, panna Lewkowicz rolę Zosi odegrała i śpiewała poprawnie, jak również p. Ejnszporn — Stacha; p. Łaskiema nie zarzucić nic można, szkoda tylko, że wyraził, tak ładny numer, jak śpiew „Świat srogi, świat przewrotny". Pan Kwiecióski, grając jak zawsze z werwą i serdecznym humorem, pochwycił umiejętnie typ organisty, za co kilkakrotnie go wywoływano.: [776, 416, 1106, 599]
- news-column-5: [1551, 99, 1882, 1556]
- article-paragraph: „Kraj" petersburgski donosi: B. t. Ryżow, prezes warszawskiego komitetu cenzury, zajmujący to stanowisko od r. 1871, jak donosi „Graždanin", z powodu słabości zdrowia, ma wziąć dymisyę. O ile słyszelismy, wiadomość ta jest nieścisłą: p. Ryżow nie bierze dymisyi, lecz przechodzi na inną posadę.: [82, 366, 411, 440]
- article-paragraph: Oprócz pani Bieńkowskiej, która tytułową rolę od początku do końca przeprowadziła umiejętnie, nawet miejscami, jak naprzykład w ostatnim akcie, grą, pełną werwy i siły dramatycznej, przypomniała niedawną wizyta; na pochlebną wzmiankę pp. K. Sarnowski, Łaski i Osmólski, oraz panie Osmólska i Lewkowicz; tej ostatniej znowu zwrócić musimy uwagę na zbyt ostre brzmienie głosu przy wyrzucaniu wyższych tonów, co pewnie potrosze ładną balladę Sonenfelda, odśpiewaną w trzecim czy, w czwartym akcie. Szkoły i jeszcze raz szkoły potrzeba pani L. Teatr na „Ulanie" przepełniony był publicznością.: [1188, 210, 1533, 361]
